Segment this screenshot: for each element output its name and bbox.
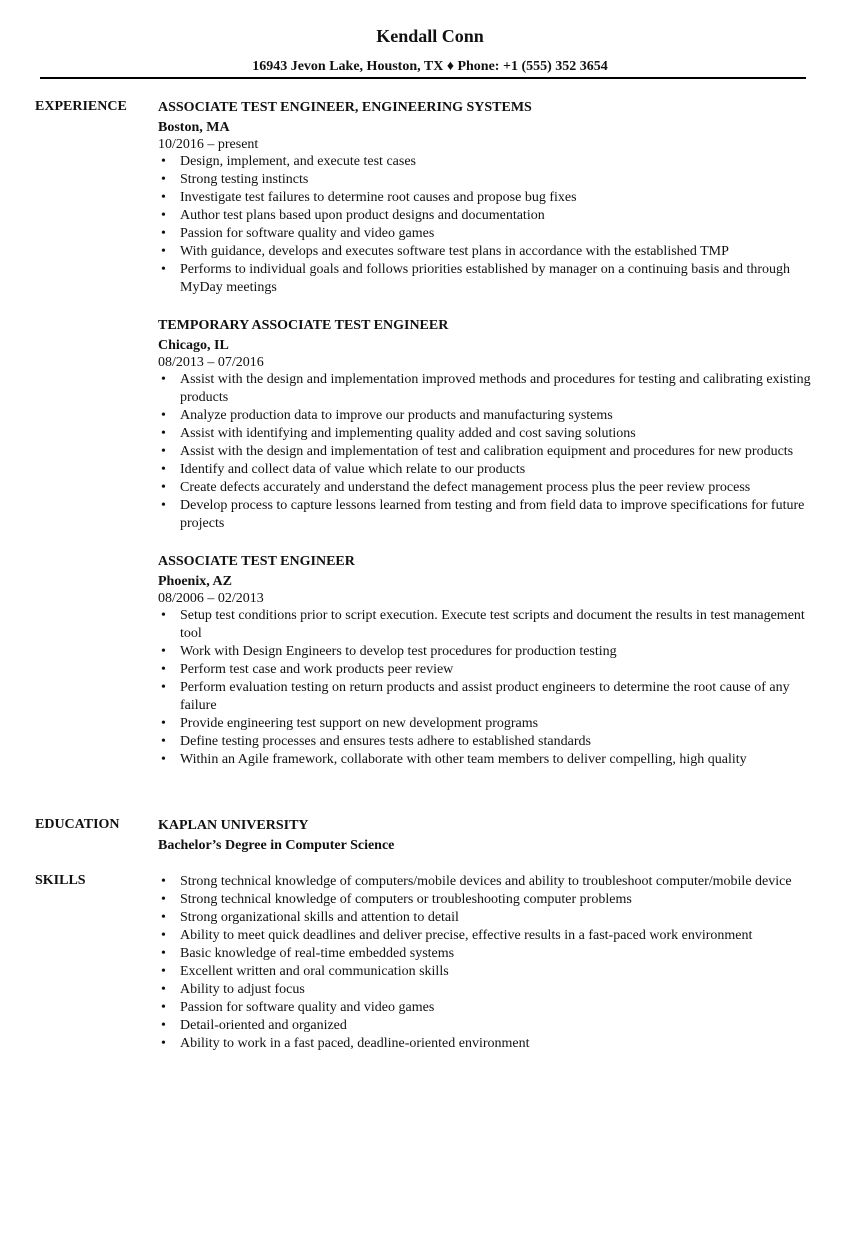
- section-label-education: EDUCATION: [35, 817, 120, 832]
- section-label-skills: SKILLS: [35, 873, 86, 888]
- bullet-item: • Create defects accurately and understand the defect management process plus the peer review process: [158, 479, 818, 497]
- bullet-item: • Work with Design Engineers to develop test procedures for production testing: [158, 643, 818, 661]
- bullet-item: • Identify and collect data of value which relate to our products: [158, 461, 818, 479]
- skill-item: • Strong technical knowledge of computers or troubleshooting computer problems: [158, 891, 818, 909]
- bullet-item: • Develop process to capture lessons learned from testing and from field data to improve specifications for future projects: [158, 497, 818, 533]
- skill-item: • Strong organizational skills and attention to detail: [158, 909, 818, 927]
- bullet-item: • Assist with the design and implementation of test and calibration equipment and procedures for new products: [158, 443, 818, 461]
- degree-name: Bachelor’s Degree in Computer Science: [158, 838, 395, 853]
- experience-body: [158, 99, 818, 789]
- job-entry: [158, 99, 818, 297]
- section-label-experience: EXPERIENCE: [35, 99, 127, 114]
- job-entry: [158, 553, 818, 769]
- job-location: Phoenix, AZ: [158, 574, 232, 589]
- bullet-item: • Strong testing instincts: [158, 171, 818, 189]
- job-location: Chicago, IL: [158, 338, 229, 353]
- bullet-item: • Performs to individual goals and follows priorities established by manager on a continuing basis and through MyDay meetings: [158, 261, 818, 297]
- bullet-item: • Assist with the design and implementation improved methods and procedures for testing and calibrating existing products: [158, 371, 818, 407]
- education-body: [158, 817, 818, 855]
- job-bullets: [158, 371, 818, 533]
- job-dates: 08/2006 – 02/2013: [158, 591, 264, 606]
- skill-item: • Ability to meet quick deadlines and deliver precise, effective results in a fast-paced work environment: [158, 927, 818, 945]
- job-dates: 08/2013 – 07/2016: [158, 355, 264, 370]
- bullet-item: • Passion for software quality and video games: [158, 225, 818, 243]
- skill-item: • Passion for software quality and video games: [158, 999, 818, 1017]
- bullet-item: • Define testing processes and ensures tests adhere to established standards: [158, 733, 818, 751]
- skill-item: • Strong technical knowledge of computers/mobile devices and ability to troubleshoot computer/mobile device: [158, 873, 818, 891]
- job-title: ASSOCIATE TEST ENGINEER, ENGINEERING SYSTEMS: [158, 100, 532, 115]
- job-title: TEMPORARY ASSOCIATE TEST ENGINEER: [158, 318, 449, 333]
- bullet-item: • With guidance, develops and executes software test plans in accordance with the established TMP: [158, 243, 818, 261]
- skill-item: • Ability to work in a fast paced, deadline-oriented environment: [158, 1035, 818, 1053]
- bullet-item: • Setup test conditions prior to script execution. Execute test scripts and document the results in test management tool: [158, 607, 818, 643]
- job-entry: [158, 317, 818, 533]
- bullet-item: • Design, implement, and execute test cases: [158, 153, 818, 171]
- bullet-item: • Within an Agile framework, collaborate with other team members to deliver compelling, high quality: [158, 751, 818, 769]
- skill-item: • Basic knowledge of real-time embedded systems: [158, 945, 818, 963]
- skill-item: • Ability to adjust focus: [158, 981, 818, 999]
- bullet-item: • Author test plans based upon product designs and documentation: [158, 207, 818, 225]
- skills-list: [158, 873, 818, 1053]
- bullet-item: • Perform evaluation testing on return products and assist product engineers to determine the root cause of any failure: [158, 679, 818, 715]
- job-bullets: [158, 607, 818, 769]
- skills-body: [158, 873, 818, 1053]
- header-divider: [40, 77, 806, 79]
- job-location: Boston, MA: [158, 120, 230, 135]
- skill-item: • Excellent written and oral communication skills: [158, 963, 818, 981]
- bullet-item: • Perform test case and work products peer review: [158, 661, 818, 679]
- skill-item: • Detail-oriented and organized: [158, 1017, 818, 1035]
- bullet-item: • Provide engineering test support on new development programs: [158, 715, 818, 733]
- bullet-item: • Assist with identifying and implementing quality added and cost saving solutions: [158, 425, 818, 443]
- job-dates: 10/2016 – present: [158, 137, 259, 152]
- bullet-item: • Investigate test failures to determine root causes and propose bug fixes: [158, 189, 818, 207]
- bullet-item: • Analyze production data to improve our products and manufacturing systems: [158, 407, 818, 425]
- job-title: ASSOCIATE TEST ENGINEER: [158, 554, 355, 569]
- candidate-name: Kendall Conn: [376, 26, 484, 46]
- job-bullets: [158, 153, 818, 297]
- school-name: KAPLAN UNIVERSITY: [158, 818, 309, 833]
- contact-line: 16943 Jevon Lake, Houston, TX ♦ Phone: +1 (555) 352 3654: [252, 59, 608, 74]
